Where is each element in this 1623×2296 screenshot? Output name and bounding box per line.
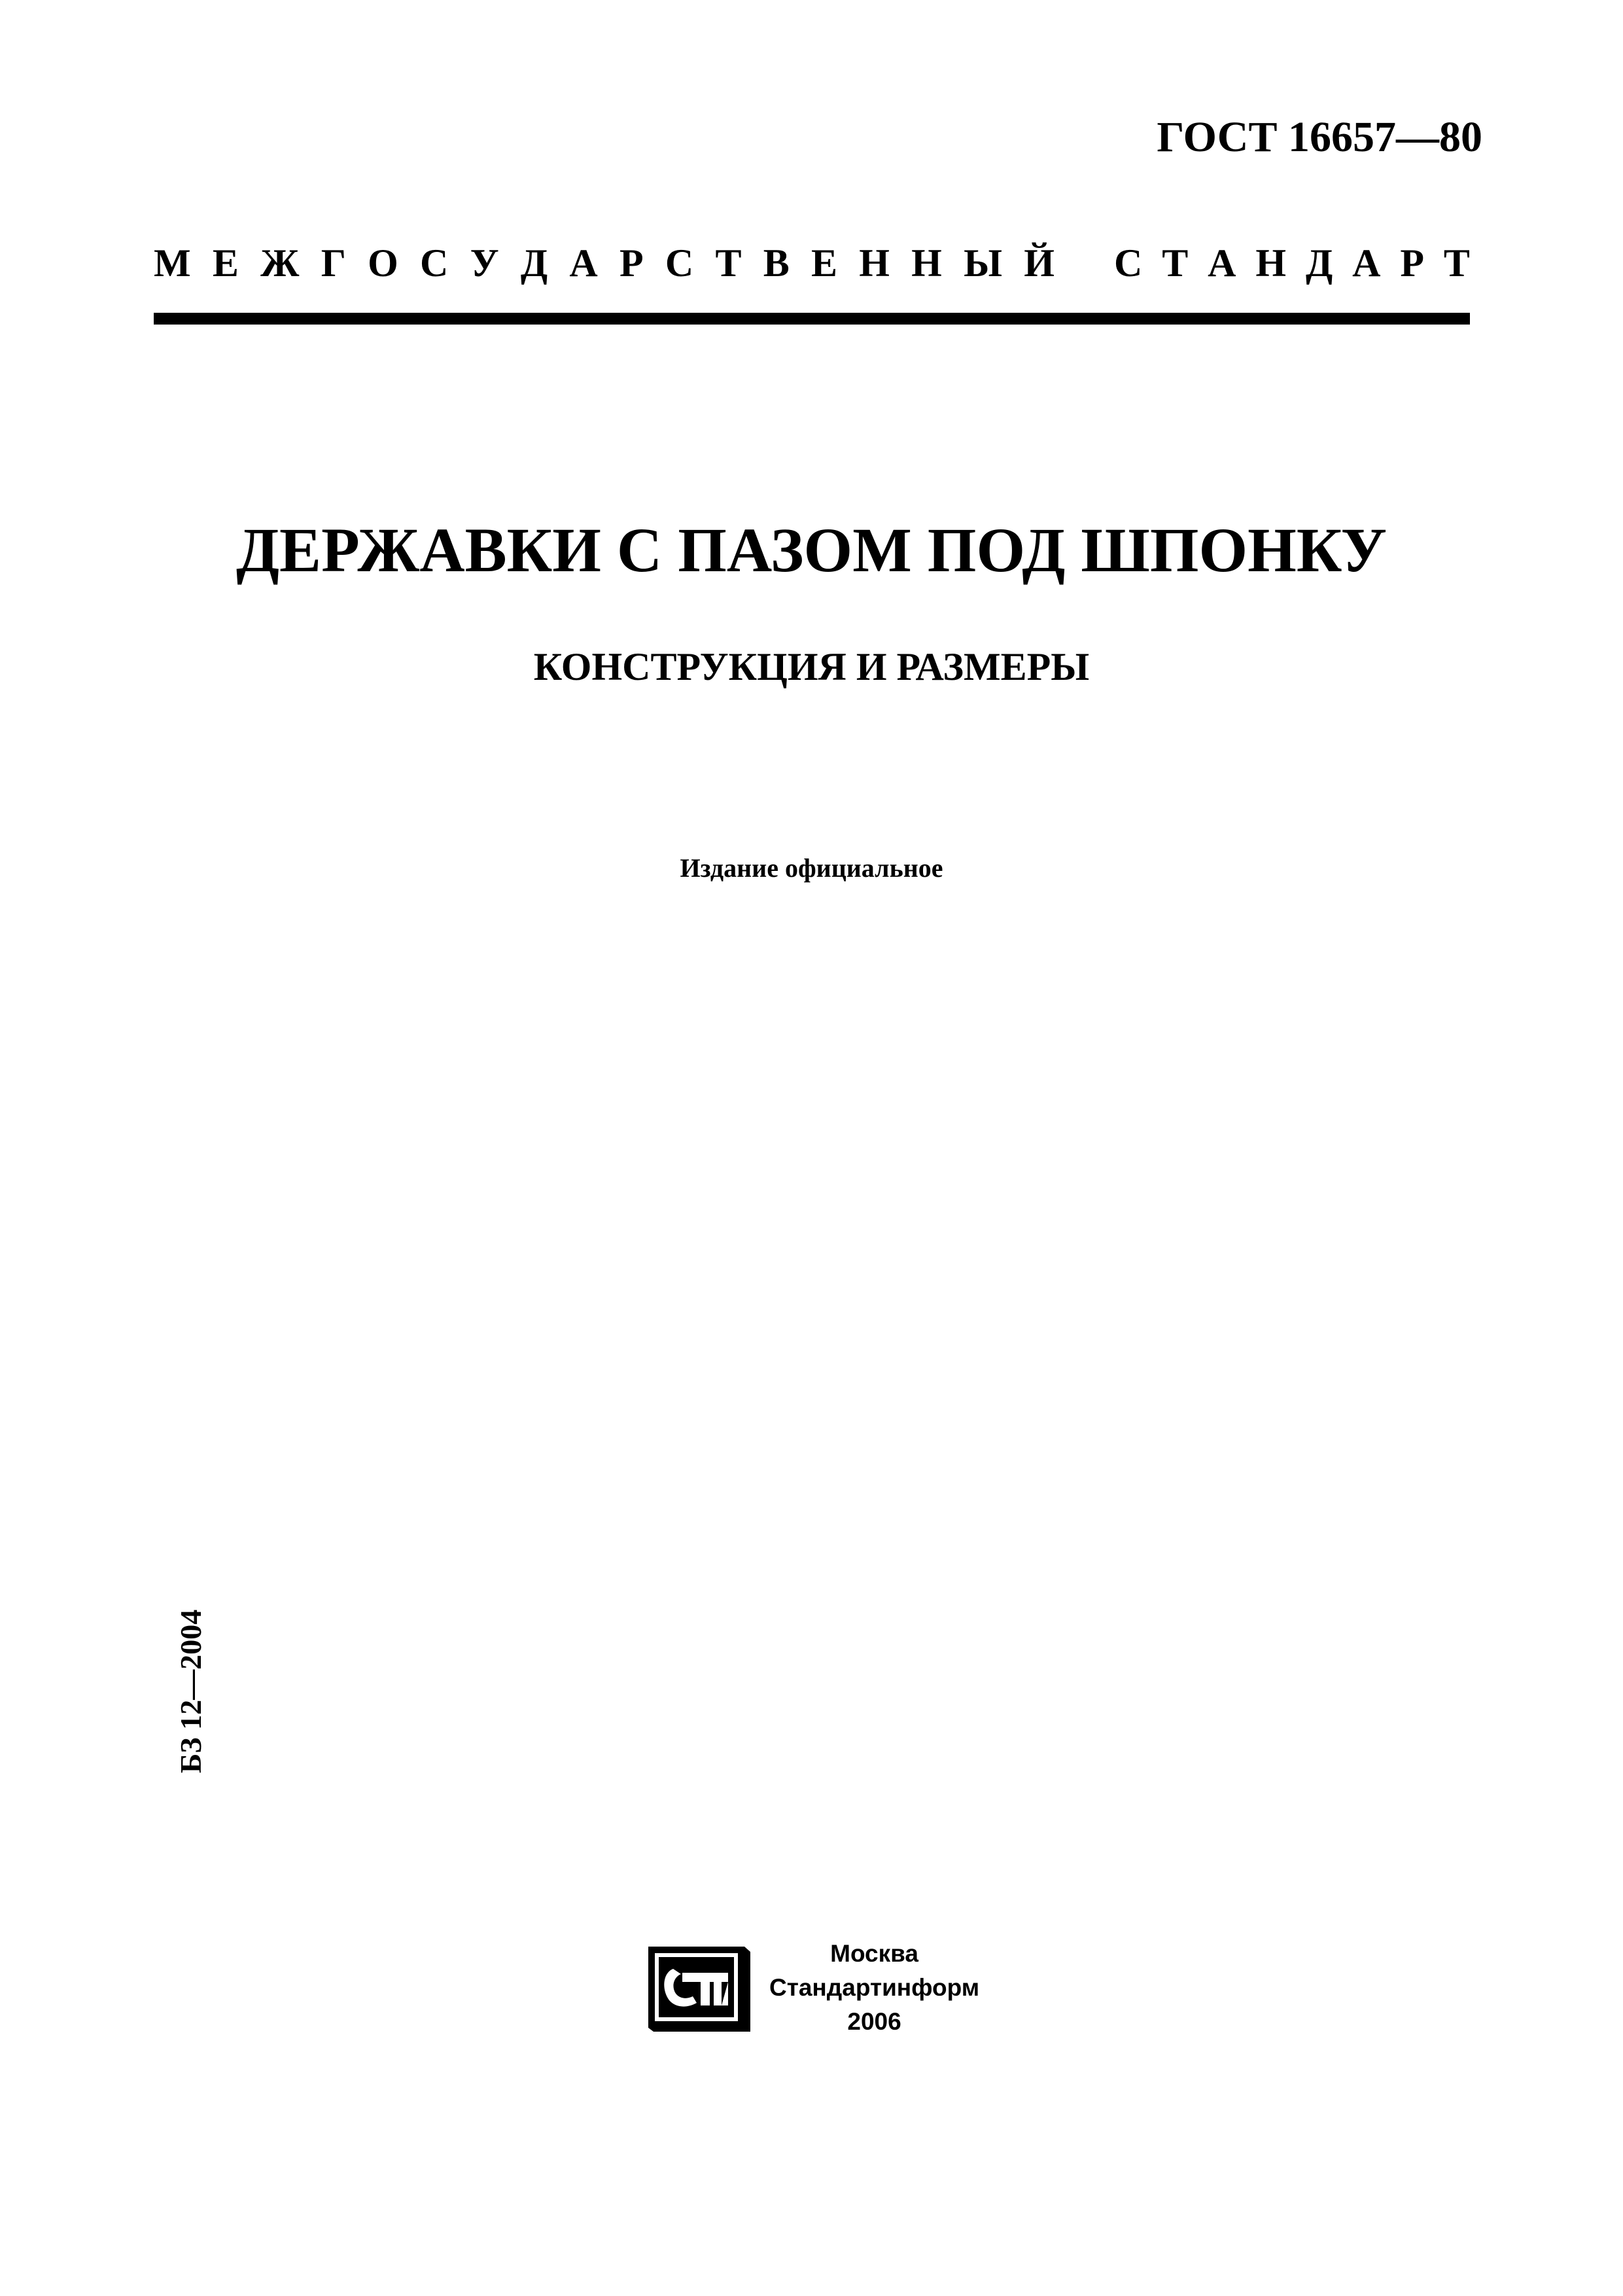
- standard-type-word-1: [154, 243, 1055, 283]
- letter: Ж: [260, 241, 300, 285]
- publisher-block: [644, 1937, 979, 2039]
- letter: А: [1352, 241, 1381, 285]
- document-title: ДЕРЖАВКИ С ПАЗОМ ПОД ШПОНКУ: [236, 515, 1387, 585]
- letter: Ы: [964, 241, 1002, 285]
- letter: А: [1208, 241, 1236, 285]
- edition-note: Издание официальное: [680, 853, 943, 883]
- letter: С: [420, 241, 449, 285]
- letter: Т: [715, 241, 742, 285]
- document-subtitle: КОНСТРУКЦИЯ И РАЗМЕРЫ: [533, 645, 1090, 688]
- publisher-text: [769, 1937, 979, 2039]
- letter: Н: [1255, 241, 1287, 285]
- letter: В: [763, 241, 790, 285]
- letter: С: [1114, 241, 1143, 285]
- letter: Е: [811, 241, 838, 285]
- letter: Т: [1162, 241, 1189, 285]
- letter: А: [569, 241, 598, 285]
- letter: Н: [911, 241, 942, 285]
- letter: Д: [1305, 241, 1333, 285]
- letter: У: [470, 241, 499, 285]
- side-catalog-code: БЗ 12—2004: [174, 1609, 207, 1773]
- publisher-name: Стандартинформ: [769, 1974, 980, 2001]
- letter: Р: [619, 241, 644, 285]
- header-rule: [154, 313, 1470, 325]
- standard-type-heading: [154, 243, 1470, 283]
- letter: С: [665, 241, 694, 285]
- letter: О: [368, 241, 398, 285]
- letter: Е: [212, 241, 239, 285]
- publisher-city: Москва: [830, 1940, 918, 1967]
- letter: Н: [859, 241, 890, 285]
- standard-type-word-2: [1114, 243, 1470, 283]
- letter: Р: [1400, 241, 1425, 285]
- publisher-year: 2006: [847, 2008, 901, 2035]
- document-number: ГОСТ 16657—80: [1157, 113, 1482, 161]
- letter: Й: [1024, 241, 1055, 285]
- standartinform-logo-icon: [644, 1944, 752, 2032]
- letter: Г: [321, 241, 346, 285]
- letter: Д: [520, 241, 548, 285]
- letter: М: [154, 241, 191, 285]
- letter: Т: [1443, 241, 1470, 285]
